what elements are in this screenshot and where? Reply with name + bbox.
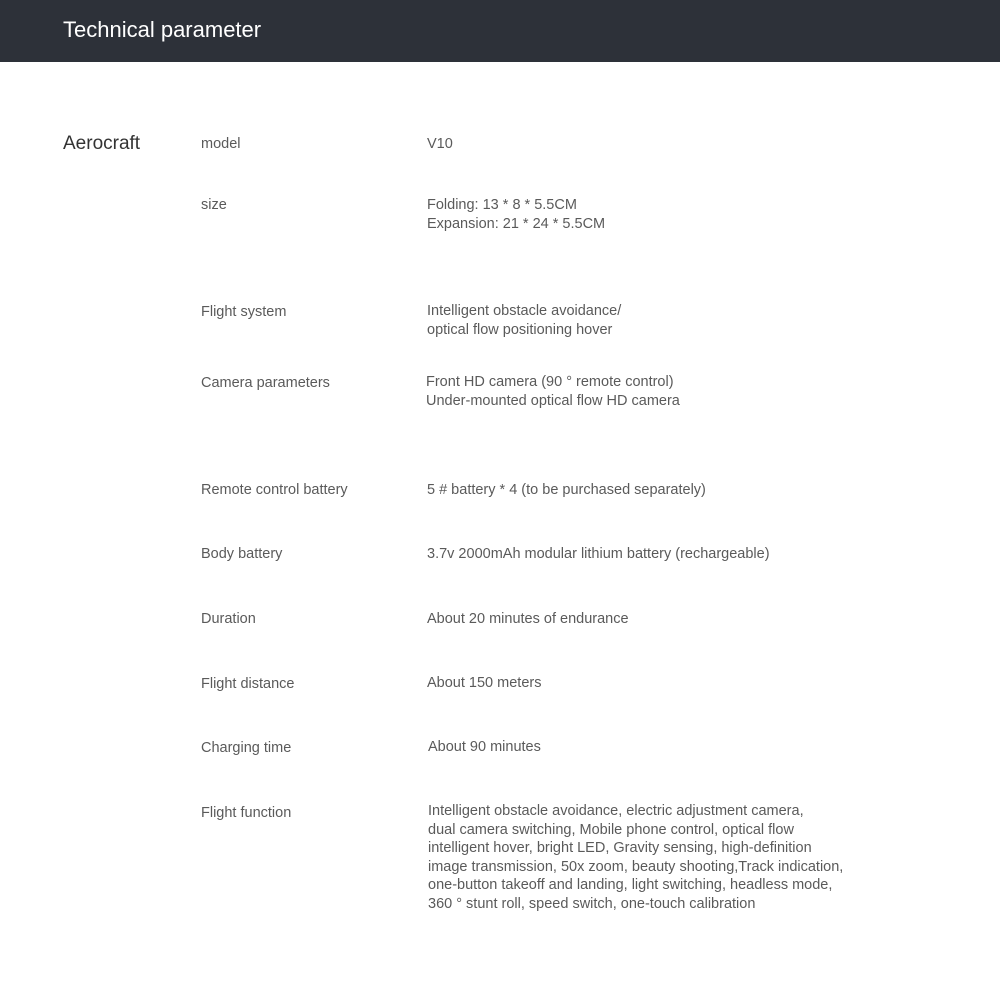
- spec-value-line: About 20 minutes of endurance: [427, 611, 629, 627]
- spec-value-line: V10: [427, 136, 453, 152]
- spec-value-charging-time: [428, 738, 541, 757]
- spec-value-duration: [427, 610, 629, 629]
- spec-label-flight-distance: Flight distance: [201, 676, 295, 692]
- spec-value-line: 5 # battery * 4 (to be purchased separately): [427, 482, 706, 498]
- spec-value-flight-function: [428, 802, 843, 914]
- section-title: Aerocraft: [63, 133, 141, 154]
- spec-value-camera-parameters: [426, 373, 680, 410]
- page-title: Technical parameter: [63, 17, 262, 42]
- spec-value-line: Intelligent obstacle avoidance/: [427, 303, 622, 319]
- spec-value-line: Intelligent obstacle avoidance, electric adjustment camera,: [428, 803, 804, 819]
- spec-value-line: one-button takeoff and landing, light switching, headless mode,: [428, 877, 833, 894]
- spec-label-remote-control-battery: Remote control battery: [201, 482, 348, 498]
- spec-value-line: image transmission, 50x zoom, beauty shooting,Track indication,: [428, 858, 844, 875]
- spec-value-line: dual camera switching, Mobile phone control, optical flow: [428, 821, 794, 838]
- spec-value-line: Expansion: 21 * 24 * 5.5CM: [427, 215, 606, 232]
- spec-value-line: About 90 minutes: [428, 739, 541, 755]
- spec-value-body-battery: [427, 545, 770, 564]
- spec-value-line: 3.7v 2000mAh modular lithium battery (rechargeable): [427, 546, 770, 562]
- spec-value-flight-system: [427, 302, 621, 339]
- spec-value-size: [427, 196, 605, 233]
- header-bar: [0, 0, 1000, 62]
- spec-value-flight-distance: [427, 674, 541, 693]
- spec-value-line: About 150 meters: [427, 675, 542, 691]
- spec-value-model: [427, 135, 453, 154]
- spec-value-line: Under-mounted optical flow HD camera: [426, 392, 680, 409]
- spec-value-line: 360 ° stunt roll, speed switch, one-touch calibration: [428, 895, 756, 912]
- spec-value-line: optical flow positioning hover: [427, 321, 613, 338]
- spec-value-line: Front HD camera (90 ° remote control): [426, 374, 674, 390]
- spec-value-remote-control-battery: [427, 481, 706, 500]
- spec-label-body-battery: Body battery: [201, 546, 283, 562]
- spec-value-line: Folding: 13 * 8 * 5.5CM: [427, 197, 577, 213]
- spec-label-flight-system: Flight system: [201, 304, 287, 320]
- spec-value-line: intelligent hover, bright LED, Gravity sensing, high-definition: [428, 840, 812, 857]
- spec-label-camera-parameters: Camera parameters: [201, 375, 330, 391]
- spec-label-duration: Duration: [201, 611, 256, 627]
- spec-label-model: model: [201, 136, 241, 152]
- spec-label-size: size: [201, 197, 227, 213]
- spec-label-charging-time: Charging time: [201, 740, 292, 756]
- spec-label-flight-function: Flight function: [201, 805, 292, 821]
